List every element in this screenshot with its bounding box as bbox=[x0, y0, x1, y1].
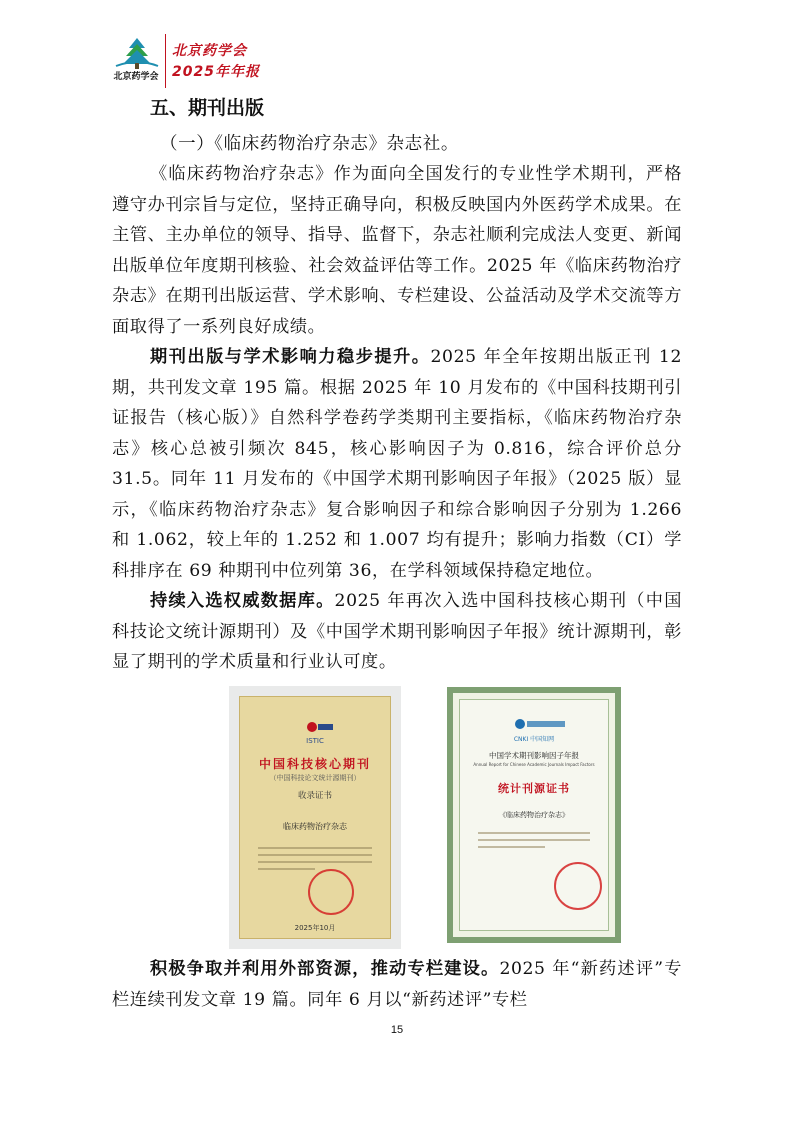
paragraph-impact bbox=[112, 342, 682, 586]
body-text bbox=[112, 159, 682, 678]
paragraph-lead: 持续入选权威数据库。 bbox=[150, 591, 335, 611]
cert-right-title-cn: 中国学术期刊影响因子年报 bbox=[489, 751, 579, 760]
page-number: 15 bbox=[390, 1024, 404, 1036]
paragraph-database bbox=[112, 586, 682, 678]
red-seal-icon bbox=[308, 869, 354, 915]
cert-right-journal: 《临床药物治疗杂志》 bbox=[499, 811, 569, 819]
cert-left-body-lines bbox=[258, 847, 372, 875]
cert-left-date: 2025年10月 bbox=[294, 924, 336, 932]
cert-right-title-en: Annual Report for Chinese Academic Journals Impact Factors bbox=[473, 762, 595, 767]
certificate-cnki-image bbox=[447, 687, 621, 943]
cert-left-title: 中国科技核心期刊 bbox=[258, 757, 371, 771]
cert-right-logo-text: CNKI 中国知网 bbox=[513, 736, 555, 743]
red-seal-icon bbox=[554, 862, 602, 910]
cert-left-subtitle: （中国科技论文统计源期刊） bbox=[269, 774, 361, 782]
header-org-name: 北京药学会 bbox=[172, 43, 247, 59]
paragraph-text: 2025 年全年按期出版正刊 12 期，共刊发文章 195 篇。根据 2025 年 10 月发布的《中国科技期刊引证报告（核心版）》自然科学卷药学类期刊主要指标，《临床药物治疗杂志》核心总被引频次 845，核心影响因子为 0.816，综合评价总分 31.5。同年 11 月发布的《中国学术期刊影响因子年报》（2025 版）显示，《临床药物治疗杂志》复合影响因子和综合影响因子分别为 1.266 和 1.062，较上年的 1.252 和 1.007 均有提升；影响力指数（CI）学科排序在 69 种期刊中位列第 36，在学科领域保持稳定地位。 bbox=[112, 347, 682, 581]
cert-left-cert-name: 收录证书 bbox=[297, 791, 332, 801]
paragraph-text: 《临床药物治疗杂志》作为面向全国发行的专业性学术期刊，严格遵守办刊宗旨与定位，坚持正确导向，积极反映国内外医药学术成果。在主管、主办单位的领导、指导、监督下，杂志社顺利完成法人变更、新闻出版单位年度期刊核验、社会效益评估等工作。2025 年《临床药物治疗杂志》在期刊出版运营、学术影响、专栏建设、公益活动及学术交流等方面取得了一系列良好成绩。 bbox=[112, 164, 682, 337]
paragraph-column bbox=[112, 954, 682, 1015]
subsection-title: （一）《临床药物治疗杂志》杂志社。 bbox=[160, 134, 459, 154]
cert-right-cert-name: 统计刊源证书 bbox=[498, 782, 570, 795]
cert-left-journal: 临床药物治疗杂志 bbox=[283, 822, 347, 831]
header-divider bbox=[165, 34, 166, 88]
body-text-continued bbox=[112, 954, 682, 1015]
certificate-istic-image bbox=[229, 686, 401, 949]
logo-caption: 北京药学会 bbox=[113, 72, 159, 82]
paragraph-lead: 期刊出版与学术影响力稳步提升。 bbox=[150, 347, 431, 367]
istic-logo-icon bbox=[306, 719, 334, 735]
header-report-title: 2025年年报 bbox=[172, 64, 260, 80]
section-title: 五、期刊出版 bbox=[150, 97, 265, 119]
paragraph-text: 2025 年再次入选中国科技核心期刊（中国科技论文统计源期刊）及《中国学术期刊影响因子年报》统计源期刊，彰显了期刊的学术质量和行业认可度。 bbox=[112, 591, 682, 672]
cert-right-body-lines bbox=[478, 832, 590, 853]
paragraph-text: 2025 年“新药述评”专栏连续刊发文章 19 篇。同年 6 月以“新药述评”专栏 bbox=[112, 959, 682, 1010]
cnki-logo-icon bbox=[514, 718, 568, 730]
paragraph-intro bbox=[112, 159, 682, 342]
paragraph-lead: 积极争取并利用外部资源，推动专栏建设。 bbox=[150, 959, 500, 979]
cert-left-logo-text: ISTIC bbox=[306, 737, 324, 745]
